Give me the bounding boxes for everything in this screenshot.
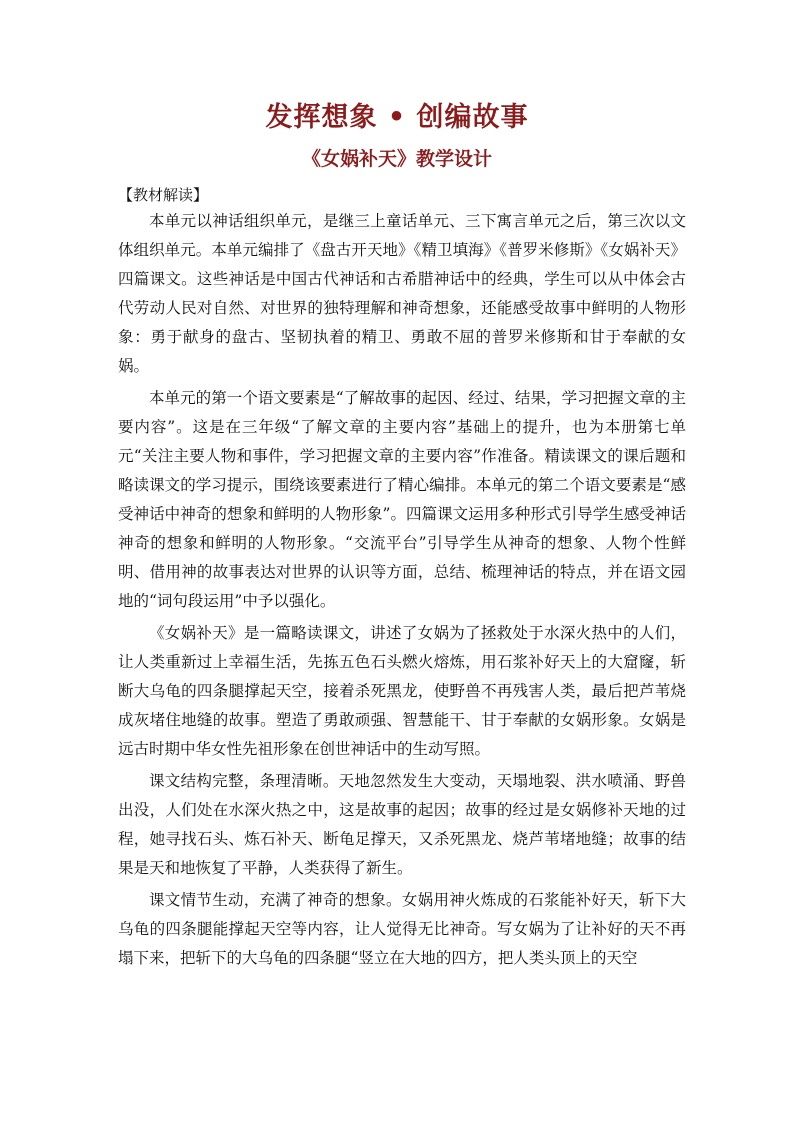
document-title: 发挥想象 • 创编故事 [265, 102, 529, 133]
document-subtitle: 《女娲补天》教学设计 [301, 148, 492, 170]
body-text [118, 207, 686, 976]
paragraph: 课文结构完整，条理清晰。天地忽然发生大变动，天塌地裂、洪水喷涌、野兽出没，人们处在水深火热之中，这是故事的起因；故事的经过是女娲修补天地的过程，她寻找石头、炼石补天、断龟足撑天，又杀死黑龙、烧芦苇堵地缝；故事的结果是天和地恢复了平静，人类获得了新生。 [118, 772, 686, 877]
paragraph: 本单元以神话组织单元，是继三上童话单元、三下寓言单元之后，第三次以文体组织单元。本单元编排了《盘古开天地》《精卫填海》《普罗米修斯》《女娲补天》四篇课文。这些神话是中国古代神话和古希腊神话中的经典，学生可以从中体会古代劳动人民对自然、对世界的独特理解和神奇想象，还能感受故事中鲜明的人物形象：勇于献身的盘古、坚韧执着的精卫、勇敢不屈的普罗米修斯和甘于奉献的女娲。 [118, 212, 686, 375]
paragraph: 课文情节生动，充满了神奇的想象。女娲用神火炼成的石浆能补好天，斩下大乌龟的四条腿能撑起天空等内容，让人觉得无比神奇。写女娲为了让补好的天不再塌下来，把斩下的大乌龟的四条腿“竖立在大地的四方，把人类头顶上的天空 [118, 891, 686, 967]
paragraph: 本单元的第一个语文要素是“了解故事的起因、经过、结果，学习把握文章的主要内容”。这是在三年级“了解文章的主要内容”基础上的提升，也为本册第七单元“关注主要人物和事件，学习把握文章的主要内容”作准备。精读课文的课后题和略读课文的学习提示，围绕该要素进行了精心编排。本单元的第二个语文要素是“感受神话中神奇的想象和鲜明的人物形象”。四篇课文运用多种形式引导学生感受神话神奇的想象和鲜明的人物形象。“交流平台”引导学生从神奇的想象、人物个性鲜明、借用神的故事表达对世界的认识等方面，总结、梳理神话的特点，并在语文园地的“词句段运用”中予以强化。 [118, 389, 686, 610]
paragraph: 《女娲补天》是一篇略读课文，讲述了女娲为了拯救处于水深火热中的人们，让人类重新过上幸福生活，先拣五色石头燃火熔炼，用石浆补好天上的大窟窿，斩断大乌龟的四条腿撑起天空，接着杀死黑龙，使野兽不再残害人类，最后把芦苇烧成灰堵住地缝的故事。塑造了勇敢顽强、智慧能干、甘于奉献的女娲形象。女娲是远古时期中华女性先祖形象在创世神话中的生动写照。 [118, 624, 686, 758]
section-heading: 【教材解读】 [118, 186, 209, 204]
